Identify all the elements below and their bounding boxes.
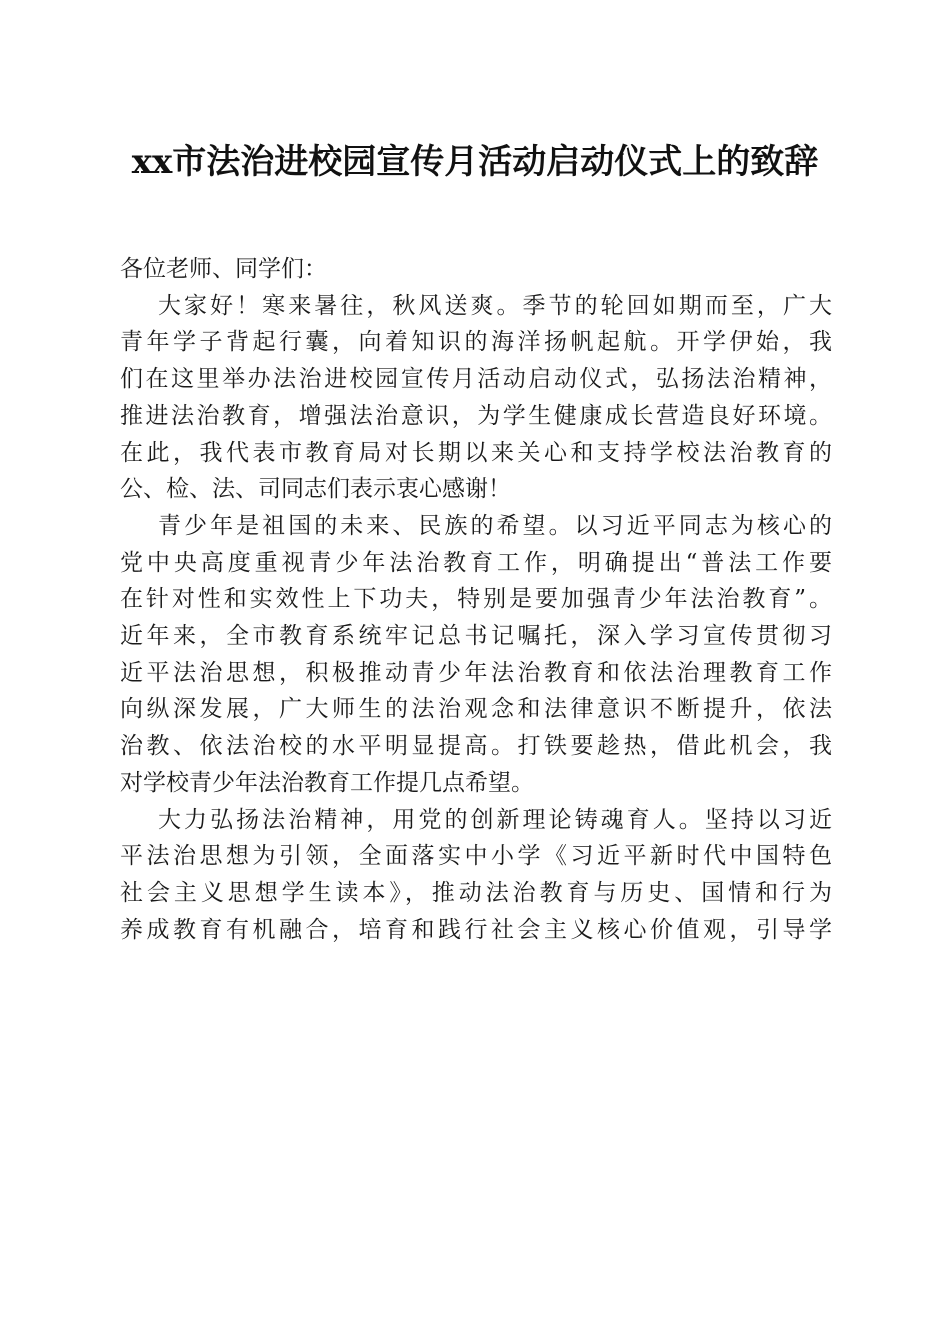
paragraph-line: 们在这里举办法治进校园宣传月活动启动仪式，弘扬法治精神，: [120, 366, 832, 393]
paragraph-line: 近年来，全市教育系统牢记总书记嘱托，深入学习宣传贯彻习: [120, 623, 832, 650]
paragraph-line: 大家好！寒来暑往，秋风送爽。季节的轮回如期而至，广大: [158, 292, 832, 319]
paragraph-line: 对学校青少年法治教育工作提几点希望。: [120, 769, 534, 796]
paragraph-line: 向纵深发展，广大师生的法治观念和法律意识不断提升，依法: [120, 696, 832, 723]
paragraph-line: 党中央高度重视青少年法治教育工作，明确提出“普法工作要: [120, 549, 832, 576]
paragraph-line: 在针对性和实效性上下功夫，特别是要加强青少年法治教育”。: [120, 586, 832, 613]
paragraph-2: [120, 508, 832, 802]
paragraph-line: 公、检、法、司同志们表示衷心感谢！: [120, 476, 511, 503]
paragraph-line: 近平法治思想，积极推动青少年法治教育和依法治理教育工作: [120, 659, 832, 686]
paragraph-1: [120, 288, 832, 508]
paragraph-3: [120, 802, 832, 949]
paragraph-line: 推进法治教育，增强法治意识，为学生健康成长营造良好环境。: [120, 402, 832, 429]
paragraph-line: 养成教育有机融合，培育和践行社会主义核心价值观，引导学: [120, 916, 832, 943]
paragraph-line: 大力弘扬法治精神，用党的创新理论铸魂育人。坚持以习近: [158, 806, 832, 833]
salutation: 各位老师、同学们：: [120, 256, 327, 282]
paragraph-line: 青少年是祖国的未来、民族的希望。以习近平同志为核心的: [158, 512, 832, 539]
paragraph-line: 在此，我代表市教育局对长期以来关心和支持学校法治教育的: [120, 439, 832, 466]
paragraph-line: 社会主义思想学生读本》，推动法治教育与历史、国情和行为: [120, 879, 832, 906]
document-title: xx市法治进校园宣传月活动启动仪式上的致辞: [131, 142, 819, 182]
paragraph-line: 平法治思想为引领，全面落实中小学《习近平新时代中国特色: [120, 843, 832, 870]
paragraph-line: 青年学子背起行囊，向着知识的海洋扬帆起航。开学伊始，我: [120, 329, 832, 356]
paragraph-line: 治教、依法治校的水平明显提高。打铁要趁热，借此机会，我: [120, 733, 832, 760]
document-body: [120, 251, 832, 948]
